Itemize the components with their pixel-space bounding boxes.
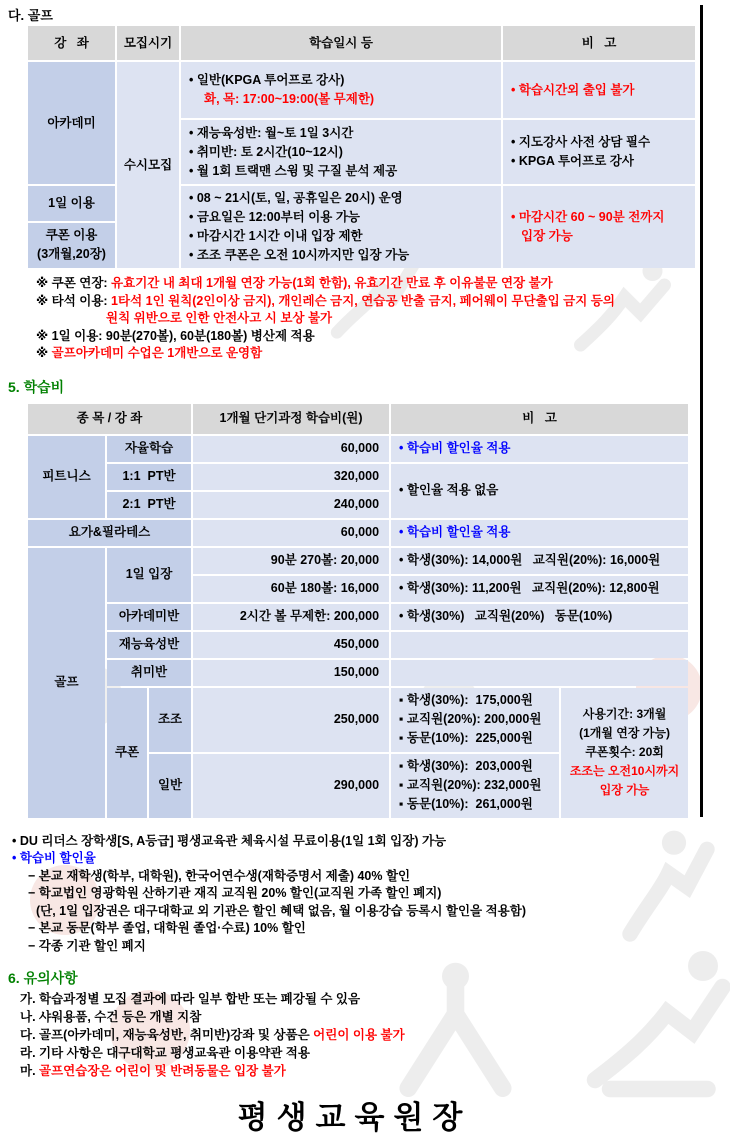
note-label: ※ 쿠폰 연장: bbox=[36, 276, 108, 290]
schedule-line: • 08 ~ 21시(토, 일, 공휴일은 20시) 운영 bbox=[189, 191, 403, 205]
fee-table bbox=[26, 402, 690, 820]
table-row bbox=[28, 548, 688, 574]
golf-recruit-cell: 수시모집 bbox=[117, 62, 179, 268]
golf-header-row bbox=[28, 26, 695, 60]
golf-remark-academy-general: • 학습시간외 출입 불가 bbox=[503, 62, 695, 118]
fee-price: 60,000 bbox=[193, 520, 389, 546]
caution-red-text: 골프연습장은 어린이 및 반려동물은 입장 불가 bbox=[39, 1064, 286, 1078]
caution-text: 나. 샤워용품, 수건 등은 개별 지참 bbox=[20, 1010, 202, 1024]
golf-course-coupon bbox=[28, 223, 115, 268]
fee-discount-list bbox=[391, 754, 559, 818]
golf-col-header-course: 강 좌 bbox=[28, 26, 115, 60]
note-academy-class bbox=[36, 345, 709, 363]
fee-header-row bbox=[28, 404, 688, 434]
golf-notes bbox=[36, 275, 709, 363]
fee-price: 240,000 bbox=[193, 492, 389, 518]
table-row bbox=[28, 632, 688, 658]
schedule-line: • 취미반: 토 2시간(10~12시) bbox=[189, 144, 343, 159]
note-discount-item: − 본교 동문(학부 졸업, 대학원 졸업·수료) 10% 할인 bbox=[28, 921, 306, 935]
caution-text: 가. 학습과정별 모집 결과에 따라 일부 합반 또는 폐강될 수 있음 bbox=[20, 992, 361, 1006]
fee-notes bbox=[12, 833, 709, 956]
golf-remark-shared bbox=[503, 186, 695, 268]
table-row bbox=[28, 436, 688, 462]
caution-text: 라. 기타 사항은 대구대학교 평생교육관 이용약관 적용 bbox=[20, 1046, 310, 1060]
fee-remark: • 학생(30%) 교직원(20%) 동문(10%) bbox=[391, 604, 688, 630]
discount-line: ▪ 동문(10%): 261,000원 bbox=[399, 797, 533, 811]
fee-course-yoga: 요가&필라테스 bbox=[28, 520, 191, 546]
fee-remark: • 학생(30%): 14,000원 교직원(20%): 16,000원 bbox=[391, 548, 688, 574]
schedule-line: • 일반(KPGA 투어프로 강사) bbox=[189, 73, 345, 87]
discount-line: ▪ 교직원(20%): 200,000원 bbox=[399, 712, 542, 726]
fee-course-talent-class: 재능육성반 bbox=[107, 632, 191, 658]
caution-item bbox=[20, 1062, 709, 1080]
discount-line: ▪ 동문(10%): 225,000원 bbox=[399, 731, 533, 745]
fee-price: 290,000 bbox=[193, 754, 389, 818]
fee-price: 60분 180볼: 16,000 bbox=[193, 576, 389, 602]
note-red-text: 원칙 위반으로 인한 안전사고 시 보상 불가 bbox=[106, 311, 333, 325]
golf-remark-academy-classes bbox=[503, 120, 695, 184]
fee-remark: • 학생(30%): 11,200원 교직원(20%): 12,800원 bbox=[391, 576, 688, 602]
terms-line: (1개월 연장 가능) bbox=[579, 726, 670, 740]
schedule-line: • 조조 쿠폰은 오전 10시까지만 입장 가능 bbox=[189, 248, 410, 262]
section-title-cautions: 6. 유의사항 bbox=[8, 970, 78, 986]
golf-schedule-academy-general bbox=[181, 62, 501, 118]
fee-price: 250,000 bbox=[193, 688, 389, 752]
table-row bbox=[28, 464, 688, 490]
fee-course-self-study: 자율학습 bbox=[107, 436, 191, 462]
signature-title: 평생교육원장 bbox=[237, 1100, 472, 1135]
fee-course-coupon: 쿠폰 bbox=[107, 688, 147, 818]
fee-remark bbox=[391, 660, 688, 686]
schedule-line: • 금요일은 12:00부터 이용 가능 bbox=[189, 210, 360, 224]
fee-price: 60,000 bbox=[193, 436, 389, 462]
caution-text: 다. 골프(아카데미, 재능육성반, 취미반)강좌 및 상품은 bbox=[20, 1028, 314, 1042]
fee-col-header-remark: 비 고 bbox=[391, 404, 688, 434]
cautions-list bbox=[20, 990, 709, 1080]
note-discount-title: • 학습비 할인율 bbox=[12, 851, 96, 865]
golf-col-header-remark: 비 고 bbox=[503, 26, 695, 60]
schedule-line: • 마감시간 1시간 이내 입장 제한 bbox=[189, 229, 363, 243]
fee-course-coupon-early: 조조 bbox=[149, 688, 191, 752]
note-discount-item: − 학교법인 영광학원 산하기관 재직 교직원 20% 할인(교직원 가족 할인 폐지) bbox=[28, 886, 442, 900]
caution-text: 마. bbox=[20, 1064, 40, 1078]
caution-item bbox=[20, 990, 709, 1008]
note-du-leaders: • DU 리더스 장학생[S, A등급] 평생교육관 체육시설 무료이용(1일 1회 입장) 가능 bbox=[12, 833, 447, 848]
remark-line: • 지도강사 사전 상담 필수 bbox=[511, 135, 651, 149]
fee-coupon-terms bbox=[561, 688, 688, 818]
note-red-text: 1타석 1인 원칙(2인이상 금지), 개인레슨 금지, 연습공 반출 금지, 페어웨이 무단출입 금지 등의 bbox=[111, 293, 615, 308]
terms-line: 사용기간: 3개월 bbox=[582, 707, 667, 721]
note-discount-item: − 본교 재학생(학부, 대학원), 한국어연수생(재학증명서 제출) 40% 할인 bbox=[28, 868, 411, 883]
fee-price: 90분 270볼: 20,000 bbox=[193, 548, 389, 574]
golf-col-header-recruit: 모집시기 bbox=[117, 26, 179, 60]
table-row bbox=[28, 62, 695, 118]
terms-line: 쿠폰횟수: 20회 bbox=[585, 745, 664, 759]
document-page bbox=[0, 5, 709, 1135]
fee-col-header-course: 종 목 / 강 좌 bbox=[28, 404, 191, 434]
note-red-text: 유효기간 내 최대 1개월 연장 가능(1회 한함), 유효기간 만료 후 이유불문 연장 불가 bbox=[111, 276, 553, 290]
fee-price: 150,000 bbox=[193, 660, 389, 686]
fee-group-golf: 골프 bbox=[28, 548, 105, 818]
fee-price: 2시간 볼 무제한: 200,000 bbox=[193, 604, 389, 630]
fee-remark: • 할인율 적용 없음 bbox=[391, 464, 688, 518]
table-row bbox=[28, 688, 688, 752]
fee-remark: • 학습비 할인율 적용 bbox=[391, 520, 688, 546]
caution-red-text: 어린이 이용 불가 bbox=[313, 1028, 405, 1042]
discount-line: ▪ 학생(30%): 175,000원 bbox=[399, 693, 533, 707]
schedule-line: • 재능육성반: 월~토 1일 3시간 bbox=[189, 125, 354, 140]
discount-line: ▪ 학생(30%): 203,000원 bbox=[399, 759, 533, 773]
table-row bbox=[28, 604, 688, 630]
remark-line: • KPGA 투어프로 강사 bbox=[511, 154, 634, 168]
fee-course-academy-class: 아카데미반 bbox=[107, 604, 191, 630]
remark-line: 입장 가능 bbox=[521, 229, 573, 243]
golf-schedule-table bbox=[26, 24, 697, 270]
note-discount-item: (단, 1일 입장권은 대구대학교 외 기관은 할인 혜택 없음, 월 이용강습 등록시 할인을 적용함) bbox=[36, 903, 526, 918]
fee-course-pt11: 1:1 PT반 bbox=[107, 464, 191, 490]
section-title-fees: 5. 학습비 bbox=[8, 378, 65, 395]
golf-course-daily: 1일 이용 bbox=[28, 186, 115, 221]
table-row bbox=[28, 660, 688, 686]
course-label-line: (3개월,20장) bbox=[37, 247, 106, 262]
note-daily-usage: ※ 1일 이용: 90분(270볼), 60분(180볼) 병산제 적용 bbox=[36, 328, 315, 343]
section-title-golf: 다. 골프 bbox=[8, 8, 53, 23]
fee-price: 450,000 bbox=[193, 632, 389, 658]
discount-line: ▪ 교직원(20%): 232,000원 bbox=[399, 778, 542, 792]
terms-line-red: 입장 가능 bbox=[599, 783, 650, 797]
fee-course-hobby-class: 취미반 bbox=[107, 660, 191, 686]
caution-item bbox=[20, 1008, 709, 1026]
page-edge-line bbox=[700, 5, 703, 817]
remark-line: • 마감시간 60 ~ 90분 전까지 bbox=[511, 210, 665, 224]
course-label-line: 쿠폰 이용 bbox=[45, 228, 98, 243]
fee-price: 320,000 bbox=[193, 464, 389, 490]
fee-course-daily-entry: 1일 입장 bbox=[107, 548, 191, 602]
fee-remark: • 학습비 할인율 적용 bbox=[391, 436, 688, 462]
golf-course-academy: 아카데미 bbox=[28, 62, 115, 184]
caution-item bbox=[20, 1044, 709, 1062]
note-label: ※ 타석 이용: bbox=[36, 293, 108, 308]
schedule-line: • 월 1회 트랙맨 스윙 및 구질 분석 제공 bbox=[189, 163, 398, 178]
caution-item bbox=[20, 1026, 709, 1044]
schedule-line-red: 화, 목: 17:00~19:00(볼 무제한) bbox=[204, 92, 375, 106]
fee-remark bbox=[391, 632, 688, 658]
fee-group-fitness: 피트니스 bbox=[28, 436, 105, 518]
note-tee-usage bbox=[36, 293, 709, 328]
golf-col-header-schedule: 학습일시 등 bbox=[181, 26, 501, 60]
fee-col-header-price: 1개월 단기과정 학습비(원) bbox=[193, 404, 389, 434]
fee-course-pt21: 2:1 PT반 bbox=[107, 492, 191, 518]
fee-course-coupon-general: 일반 bbox=[149, 754, 191, 818]
fee-discount-list bbox=[391, 688, 559, 752]
golf-schedule-shared bbox=[181, 186, 501, 268]
note-red-text: 골프아카데미 수업은 1개반으로 운영함 bbox=[51, 346, 263, 360]
note-discount-item: − 각종 기관 할인 폐지 bbox=[28, 938, 146, 953]
golf-schedule-academy-classes bbox=[181, 120, 501, 184]
terms-line-red: 조조는 오전10시까지 bbox=[569, 764, 680, 778]
note-coupon-extension bbox=[36, 275, 709, 293]
note-label: ※ bbox=[36, 346, 49, 360]
table-row bbox=[28, 520, 688, 546]
